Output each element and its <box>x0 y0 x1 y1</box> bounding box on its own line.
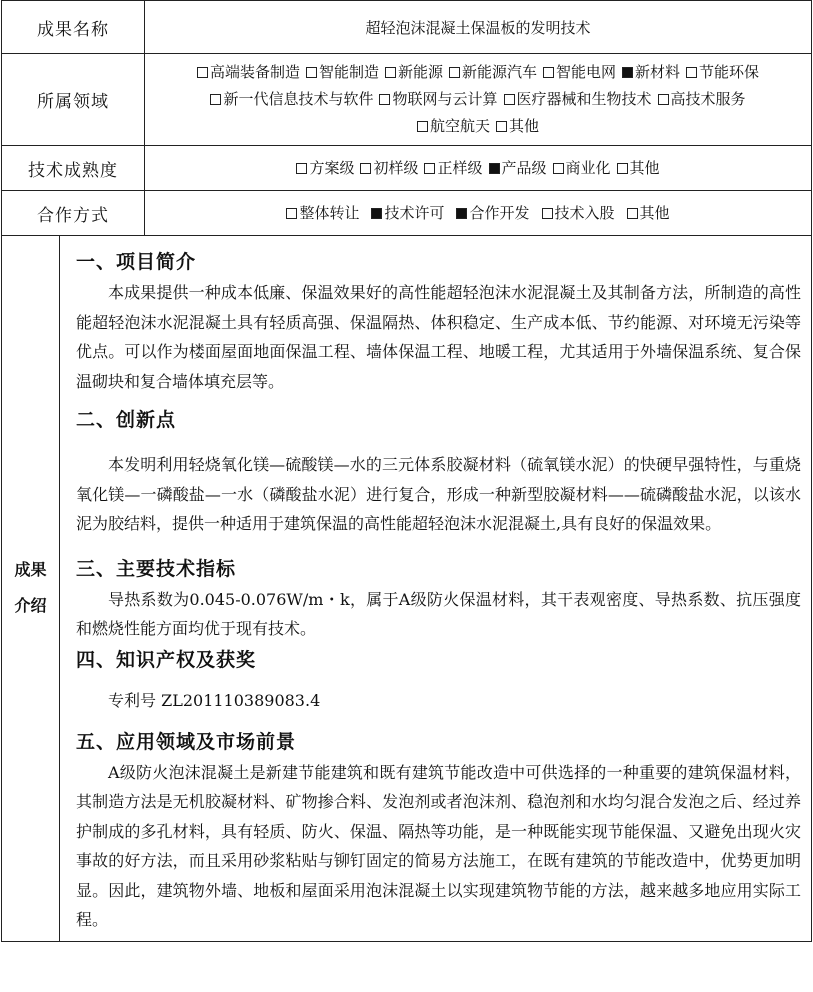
row-field <box>2 54 812 146</box>
value-achievement-name: 超轻泡沫混凝土保温板的发明技术 <box>145 1 812 54</box>
checkbox-icon[interactable] <box>504 94 515 105</box>
section-text-overview: 本成果提供一种成本低廉、保温效果好的高性能超轻泡沫水泥混凝土及其制备方法，所制造的高性能超轻泡沫水泥混凝土具有轻质高强、保温隔热、体积稳定、生产成本低、节约能源、对环境无污染等优点。可以作为楼面屋面地面保温工程、墙体保温工程、地暖工程，尤其适用于外墙保温系统、复合保温砌块和复合墙体填充层等。 <box>76 283 801 391</box>
section-title-overview: 一、项目简介 <box>76 251 197 273</box>
checkbox-checked-icon[interactable] <box>622 67 633 78</box>
row-achievement-name <box>2 1 812 54</box>
checkbox-icon[interactable] <box>553 163 564 174</box>
cooperation-option[interactable]: 合作开发 <box>456 200 529 227</box>
checkbox-icon[interactable] <box>360 163 371 174</box>
checkbox-icon[interactable] <box>658 94 669 105</box>
field-option[interactable]: 新一代信息技术与软件 <box>210 86 373 113</box>
checkbox-icon[interactable] <box>424 163 435 174</box>
field-option[interactable]: 其他 <box>496 113 539 140</box>
label-field: 所属领域 <box>2 54 145 146</box>
checkbox-icon[interactable] <box>627 208 638 219</box>
maturity-options <box>145 146 812 191</box>
field-options-line <box>145 86 811 113</box>
section-title-indicators: 三、主要技术指标 <box>76 557 237 580</box>
field-option[interactable]: 高技术服务 <box>658 86 746 113</box>
row-maturity <box>2 146 812 191</box>
field-options-line <box>145 59 811 86</box>
maturity-option[interactable]: 商业化 <box>553 155 611 182</box>
patent-number: 专利号 ZL201110389083.4 <box>108 690 321 710</box>
maturity-option[interactable]: 初样级 <box>360 155 418 182</box>
section-text-innovation: 本发明利用轻烧氧化镁—硫酸镁—水的三元体系胶凝材料（硫氧镁水泥）的快硬早强特性，与重烧氧化镁—一磷酸盐—一水（磷酸盐水泥）进行复合，形成一种新型胶凝材料——硫磷酸盐水泥，以该水泥为胶结料，提供一种适用于建筑保温的高性能超轻泡沫水泥混凝土,具有良好的保温效果。 <box>76 455 801 533</box>
field-options <box>145 54 812 146</box>
checkbox-icon[interactable] <box>543 67 554 78</box>
label-introduction: 成果 介绍 <box>2 236 60 942</box>
checkbox-icon[interactable] <box>417 121 428 132</box>
field-option[interactable]: 医疗器械和生物技术 <box>504 86 652 113</box>
checkbox-checked-icon[interactable] <box>456 208 467 219</box>
cooperation-option[interactable]: 整体转让 <box>286 200 359 227</box>
checkbox-icon[interactable] <box>379 94 390 105</box>
field-option[interactable]: 新能源 <box>385 59 443 86</box>
checkbox-icon[interactable] <box>496 121 507 132</box>
row-cooperation <box>2 191 812 236</box>
field-option[interactable]: 高端装备制造 <box>197 59 300 86</box>
label-cooperation: 合作方式 <box>2 191 145 236</box>
cooperation-option[interactable]: 技术许可 <box>371 200 444 227</box>
maturity-option[interactable]: 方案级 <box>296 155 354 182</box>
checkbox-icon[interactable] <box>296 163 307 174</box>
checkbox-checked-icon[interactable] <box>371 208 382 219</box>
maturity-option[interactable]: 其他 <box>617 155 660 182</box>
checkbox-checked-icon[interactable] <box>489 163 500 174</box>
maturity-option[interactable]: 产品级 <box>489 155 547 182</box>
section-text-market: A级防火泡沫混凝土是新建节能建筑和既有建筑节能改造中可供选择的一种重要的建筑保温材料，其制造方法是无机胶凝材料、矿物掺合料、发泡剂或者泡沫剂、稳泡剂和水均匀混合发泡之后、经过养护制成的多孔材料，具有轻质、防火、保温、隔热等功能，是一种既能实现节能保温、又避免出现火灾事故的好方法，而且采用砂浆粘贴与铆钉固定的简易方法施工，在既有建筑的节能改造中，优势更加明显。因此，建筑物外墙、地板和屋面采用泡沫混凝土以实现建筑物节能的方法，越来越多地应用实际工程。 <box>76 762 801 929</box>
section-title-innovation: 二、创新点 <box>76 409 177 431</box>
checkbox-icon[interactable] <box>286 208 297 219</box>
field-option[interactable]: 节能环保 <box>686 59 759 86</box>
field-option[interactable]: 新材料 <box>622 59 680 86</box>
row-introduction <box>2 236 812 942</box>
checkbox-icon[interactable] <box>197 67 208 78</box>
field-option[interactable]: 物联网与云计算 <box>379 86 497 113</box>
label-maturity: 技术成熟度 <box>2 146 145 191</box>
label-achievement-name: 成果名称 <box>2 1 145 54</box>
checkbox-icon[interactable] <box>686 67 697 78</box>
checkbox-icon[interactable] <box>617 163 628 174</box>
field-option[interactable]: 航空航天 <box>417 113 490 140</box>
field-option[interactable]: 智能电网 <box>543 59 616 86</box>
section-title-market: 五、应用领域及市场前景 <box>76 730 297 753</box>
checkbox-icon[interactable] <box>385 67 396 78</box>
cooperation-options <box>145 191 812 236</box>
checkbox-icon[interactable] <box>542 208 553 219</box>
cooperation-option[interactable]: 其他 <box>627 200 670 227</box>
field-options-line <box>145 113 811 140</box>
maturity-option[interactable]: 正样级 <box>424 155 482 182</box>
field-option[interactable]: 智能制造 <box>306 59 379 86</box>
field-option[interactable]: 新能源汽车 <box>449 59 537 86</box>
checkbox-icon[interactable] <box>449 67 460 78</box>
cooperation-option[interactable]: 技术入股 <box>542 200 615 227</box>
achievement-form <box>1 0 812 942</box>
section-text-indicators: 导热系数为0.045-0.076W/m・k，属于A级防火保温材料，其干表观密度、导热系数、抗压强度和燃烧性能方面均优于现有技术。 <box>76 589 801 638</box>
checkbox-icon[interactable] <box>306 67 317 78</box>
section-title-ip: 四、知识产权及获奖 <box>76 648 257 671</box>
introduction-body <box>60 236 812 942</box>
checkbox-icon[interactable] <box>210 94 221 105</box>
